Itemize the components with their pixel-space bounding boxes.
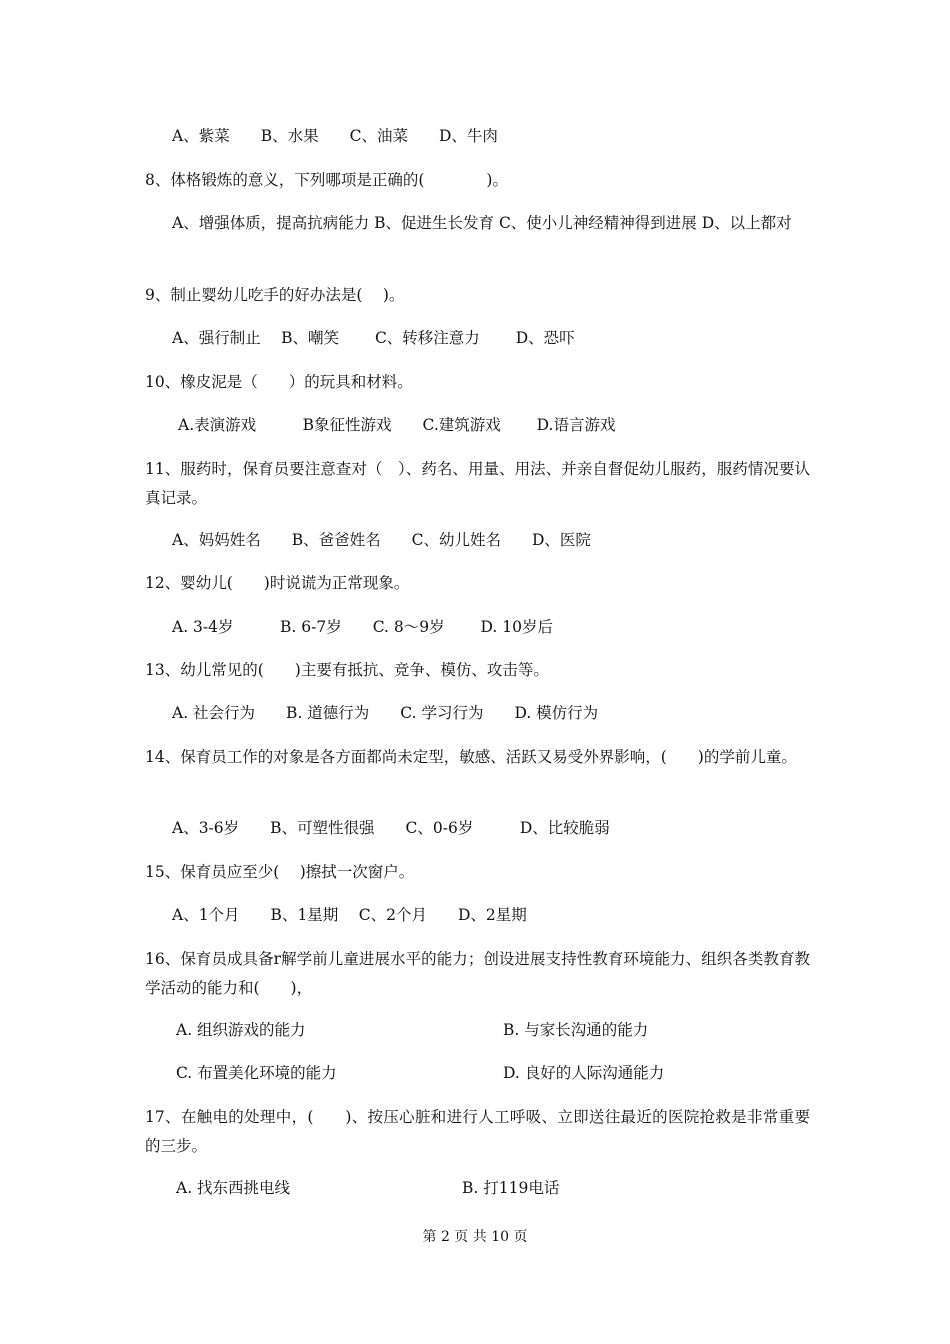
q14-options: A、3-6岁 B、可塑性很强 C、0-6岁 D、比较脆弱 bbox=[172, 819, 610, 837]
q13-options: A. 社会行为 B. 道德行为 C. 学习行为 D. 模仿行为 bbox=[172, 704, 599, 722]
q14-question: 14、保育员工作的对象是各方面都尚未定型，敏感、活跃又易受外界影响，( )的学前儿童。 bbox=[145, 748, 797, 766]
q10-options: A.表演游戏 B象征性游戏 C.建筑游戏 D.语言游戏 bbox=[178, 416, 616, 434]
q8-question: 8、体格锻炼的意义，下列哪项是正确的( )。 bbox=[145, 171, 508, 189]
q11-options: A、妈妈姓名 B、爸爸姓名 C、幼儿姓名 D、医院 bbox=[172, 531, 591, 549]
q7-options: A、紫菜 B、水果 C、油菜 D、牛肉 bbox=[172, 127, 498, 145]
q8-options: A、增强体质，提高抗病能力 B、促进生长发育 C、使小儿神经精神得到进展 D、以上都对 bbox=[172, 214, 792, 232]
q9-question: 9、制止婴幼儿吃手的好办法是( )。 bbox=[145, 286, 405, 304]
q15-options: A、1个月 B、1星期 C、2个月 D、2星期 bbox=[172, 906, 527, 924]
q12-options: A. 3-4岁 B. 6-7岁 C. 8～9岁 D. 10岁后 bbox=[172, 618, 553, 636]
q17-option-a: A. 找东西挑电线 bbox=[176, 1179, 291, 1197]
q13-question: 13、幼儿常见的( )主要有抵抗、竞争、模仿、攻击等。 bbox=[145, 661, 549, 679]
q12-question: 12、婴幼儿( )时说谎为正常现象。 bbox=[145, 574, 410, 592]
q10-question: 10、橡皮泥是（ ）的玩具和材料。 bbox=[145, 373, 413, 391]
q17-option-b: B. 打119电话 bbox=[462, 1179, 560, 1197]
q9-options: A、强行制止 B、嘲笑 C、转移注意力 D、恐吓 bbox=[172, 329, 575, 347]
q15-question: 15、保育员应至少( )擦拭一次窗户。 bbox=[145, 863, 415, 881]
page-footer: 第 2 页 共 10 页 bbox=[422, 1229, 528, 1245]
q16-option-c: C. 布置美化环境的能力 bbox=[176, 1064, 337, 1082]
q16-option-b: B. 与家长沟通的能力 bbox=[503, 1021, 649, 1039]
q17-question: 17、在触电的处理中，( )、按压心脏和进行人工呼吸、立即送往最近的医院抢救是非常重要的三步。 bbox=[145, 1108, 810, 1155]
q16-question: 16、保育员成具备r解学前儿童进展水平的能力；创设进展支持性教育环境能力、组织各类教育教学活动的能力和( )， bbox=[145, 950, 810, 997]
q11-question: 11、服药时，保育员要注意查对（ ）、药名、用量、用法、并亲自督促幼儿服药，服药情况要认真记录。 bbox=[145, 460, 810, 507]
q16-option-a: A. 组织游戏的能力 bbox=[176, 1021, 306, 1039]
q16-option-d: D. 良好的人际沟通能力 bbox=[503, 1064, 665, 1082]
